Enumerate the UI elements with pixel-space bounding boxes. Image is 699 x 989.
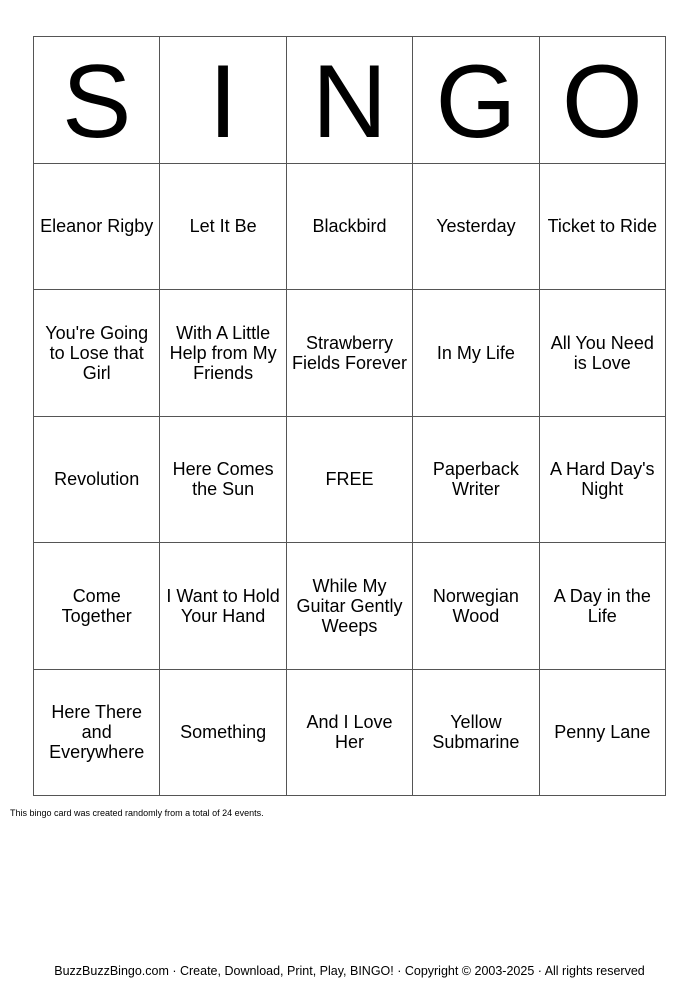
- bingo-cell[interactable]: Let It Be: [160, 164, 286, 291]
- bingo-cell[interactable]: A Day in the Life: [540, 543, 666, 670]
- bingo-cell[interactable]: I Want to Hold Your Hand: [160, 543, 286, 670]
- bingo-cell[interactable]: All You Need is Love: [540, 290, 666, 417]
- bingo-cell[interactable]: You're Going to Lose that Girl: [34, 290, 160, 417]
- bingo-cell[interactable]: Norwegian Wood: [413, 543, 539, 670]
- bingo-cell[interactable]: Here Comes the Sun: [160, 417, 286, 544]
- bingo-cell[interactable]: Revolution: [34, 417, 160, 544]
- bingo-cell[interactable]: Eleanor Rigby: [34, 164, 160, 291]
- bingo-cell[interactable]: Penny Lane: [540, 670, 666, 797]
- header-letter-o: O: [540, 37, 666, 164]
- bingo-cell[interactable]: Yesterday: [413, 164, 539, 291]
- bingo-cell[interactable]: Ticket to Ride: [540, 164, 666, 291]
- header-letter-s: S: [34, 37, 160, 164]
- bingo-cell[interactable]: A Hard Day's Night: [540, 417, 666, 544]
- bingo-cell[interactable]: And I Love Her: [287, 670, 413, 797]
- bingo-cell[interactable]: Paperback Writer: [413, 417, 539, 544]
- bingo-cell[interactable]: Blackbird: [287, 164, 413, 291]
- footer: BuzzBuzzBingo.com · Create, Download, Print, Play, BINGO! · Copyright © 2003-2025 · All rights reserved: [54, 964, 645, 978]
- bingo-cell[interactable]: Yellow Submarine: [413, 670, 539, 797]
- header-letter-n: N: [287, 37, 413, 164]
- header-letter-g: G: [413, 37, 539, 164]
- bingo-card: [33, 36, 666, 796]
- bingo-cell[interactable]: Something: [160, 670, 286, 797]
- bingo-cell[interactable]: While My Guitar Gently Weeps: [287, 543, 413, 670]
- bingo-cell[interactable]: In My Life: [413, 290, 539, 417]
- bingo-cell[interactable]: Come Together: [34, 543, 160, 670]
- bingo-cell[interactable]: With A Little Help from My Friends: [160, 290, 286, 417]
- header-letter-i: I: [160, 37, 286, 164]
- bingo-cell[interactable]: Here There and Everywhere: [34, 670, 160, 797]
- card-caption: This bingo card was created randomly from a total of 24 events.: [10, 808, 264, 818]
- bingo-cell[interactable]: Strawberry Fields Forever: [287, 290, 413, 417]
- free-space[interactable]: FREE: [287, 417, 413, 544]
